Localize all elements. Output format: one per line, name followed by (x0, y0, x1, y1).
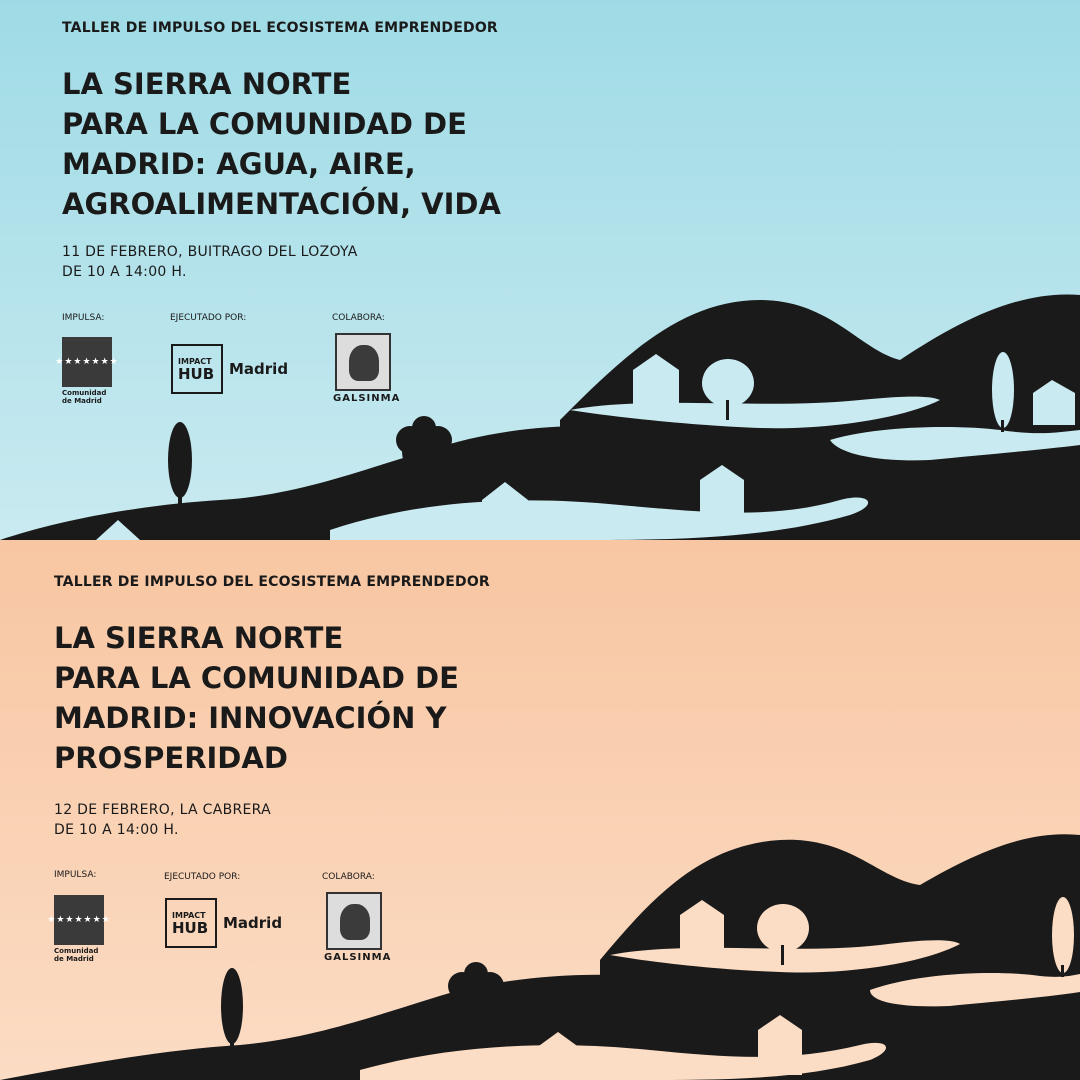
logo-text: Madrid (223, 914, 283, 932)
stars-icon: ★★★★★★★ (54, 895, 104, 945)
event-panel-la-cabrera (0, 540, 1080, 1080)
logo-text: IMPACT (172, 910, 206, 920)
title-line: AGROALIMENTACIÓN, VIDA (62, 187, 501, 221)
event-title (62, 64, 582, 224)
logo-text: Madrid (229, 360, 289, 378)
event-time: DE 10 A 14:00 H. (62, 264, 187, 280)
logo-text: de Madrid (54, 955, 94, 963)
impact-hub-logo (171, 344, 288, 394)
logo-text: HUB (172, 918, 209, 937)
title-line: MADRID: INNOVACIÓN Y (54, 701, 447, 735)
logo-text: GALSINMA (333, 393, 401, 404)
ejecutado-label: EJECUTADO POR: (164, 872, 241, 882)
event-kicker: TALLER DE IMPULSO DEL ECOSISTEMA EMPRENDEDOR (62, 20, 498, 36)
tree-emblem-icon (335, 333, 391, 391)
event-time: DE 10 A 14:00 H. (54, 822, 179, 838)
event-details (62, 242, 358, 282)
tree-emblem-icon (326, 892, 382, 950)
title-line: PARA LA COMUNIDAD DE (62, 107, 467, 141)
logo-text: de Madrid (62, 397, 102, 405)
comunidad-madrid-logo (47, 895, 111, 963)
logo-text: Comunidad (54, 947, 99, 955)
event-date: 12 DE FEBRERO, LA CABRERA (54, 802, 271, 818)
colabora-label: COLABORA: (332, 313, 385, 323)
impulsa-label: IMPULSA: (62, 313, 105, 323)
title-line: LA SIERRA NORTE (62, 67, 352, 101)
colabora-label: COLABORA: (322, 872, 375, 882)
title-line: MADRID: AGUA, AIRE, (62, 147, 416, 181)
event-kicker: TALLER DE IMPULSO DEL ECOSISTEMA EMPRENDEDOR (54, 574, 490, 590)
title-line: LA SIERRA NORTE (54, 621, 344, 655)
event-title (54, 618, 574, 778)
impact-hub-logo (165, 898, 282, 948)
event-details (54, 800, 271, 840)
title-line: PARA LA COMUNIDAD DE (54, 661, 459, 695)
galsinma-logo (333, 333, 401, 404)
logo-text: HUB (178, 364, 215, 383)
comunidad-madrid-logo (55, 337, 119, 405)
galsinma-logo (324, 892, 392, 963)
stars-icon: ★★★★★★★ (62, 337, 112, 387)
impulsa-label: IMPULSA: (54, 870, 97, 880)
event-date: 11 DE FEBRERO, BUITRAGO DEL LOZOYA (62, 244, 358, 260)
title-line: PROSPERIDAD (54, 741, 288, 775)
logo-text: GALSINMA (324, 952, 392, 963)
logo-text: Comunidad (62, 389, 107, 397)
ejecutado-label: EJECUTADO POR: (170, 313, 247, 323)
logo-text: IMPACT (178, 356, 212, 366)
